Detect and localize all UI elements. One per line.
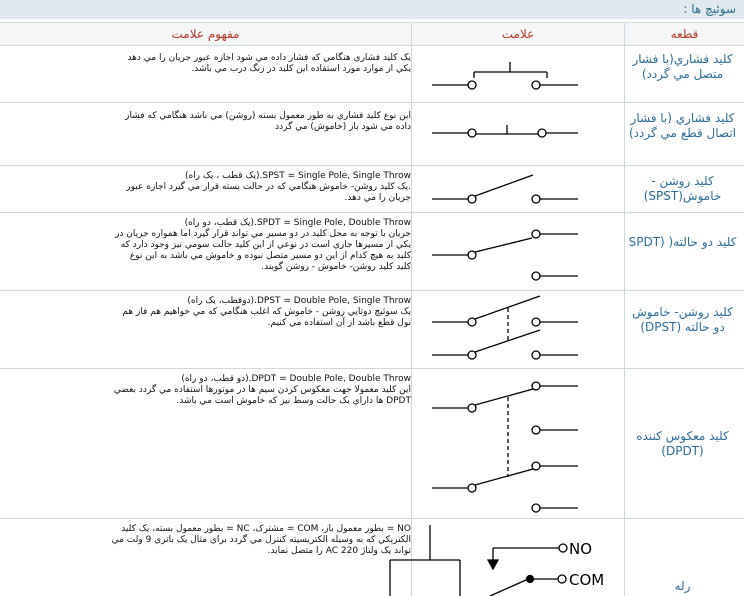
desc-line: نول قطع باشد از آن استفاده مي کنيم. <box>267 318 411 328</box>
row-part-name: كليد فشاري (با فشار اتصال قطع مي گردد) <box>629 111 736 140</box>
desc-line: DPDT ها داراي يک حالت وسط نيز که خاموش است مي باشد. <box>176 396 411 406</box>
relay-com-label: COM <box>569 571 605 589</box>
desc-line: يکي از مسيرها جاري است در نوعي از اين کليد حالت سومي نيز وجود دارد که <box>120 240 411 250</box>
row-part-name: كليد روشن- خاموش دو حالته (DPST) <box>632 305 733 334</box>
desc-line: يک سوئيچ دوتايي روشن - خاموش که اغلب هنگامي که مي خواهيم هم فاز هم <box>122 307 411 317</box>
row-part-name: كليد دو حالته( (SPDT <box>628 235 737 249</box>
section-title: سوئيچ ها : <box>0 0 744 19</box>
desc-line: داده مي شود باز (خاموش) مي گردد <box>275 122 411 132</box>
header-meaning: مفهوم علامت <box>171 27 240 41</box>
desc-line: کليد به هيچ کدام از اين دو مسير متصل نبوده و خاموش مي باشد به اين نوع <box>129 251 411 261</box>
desc-line: .يک کليد روشن- خاموش هنگامي که در حالت بسته قرار مي گيرد اجازه عبور <box>126 182 411 192</box>
row-part-name: كليد معكوس كننده (DPDT) <box>636 429 729 458</box>
header-part: قطعه <box>670 27 699 41</box>
desc-line: NO = بطور معمول باز، COM = مشترک، NC = بطور معمول بسته، يک کليد <box>121 524 411 534</box>
desc-line: جريان با توجه به محل کليد در دو مسير مي تواند قرار گيرد اما همواره جريان در <box>115 229 411 239</box>
desc-line: SPST = Single Pole, Single Throw.(يک قطب ، يک راه) <box>184 171 411 181</box>
desc-line: الکتريکي که به وسيله الکتريسيته کنترل مي گردد براي مثال يک باتري 9 ولت مي <box>111 535 411 545</box>
desc-line: اين نوع کليد فشاري به طور معمول بسته (روشن) مي باشد هنگامي که فشار <box>125 111 411 121</box>
header-symbol: علامت <box>501 27 535 41</box>
relay-no-label: NO <box>569 540 593 558</box>
desc-line: تواند يک ولتاژ 220 AC را متصل نمايد. <box>267 546 411 556</box>
desc-line: يک کليد فشاري هنگامي که فشار داده مي شود اجازه عبور جريان را مي دهد <box>127 53 411 63</box>
desc-line: کليد کليد روشن- خاموش - روشن گويند. <box>261 262 411 272</box>
desc-line: اين کليد معمولا جهت معکوس کردن سيم ها در موتورها استفاده مي گردد بعضي <box>113 385 411 395</box>
row-part-name: رله <box>674 579 691 593</box>
row-part-name: كليد فشاري(با فشار متصل مي گردد) <box>632 52 733 81</box>
desc-line: DPDT = Double Pole, Double Throw.(دو قطب، دو راه) <box>181 374 411 384</box>
desc-line: DPST = Double Pole, Single Throw.(دوقطب، يک راه) <box>187 296 411 306</box>
desc-line: يکي از موارد مورد استفاده اين کليد در زنگ درب مي باشد. <box>191 64 411 74</box>
desc-line: جريان را مي دهد. <box>344 193 411 203</box>
desc-line: SPDT = Single Pole, Double Throw.(يک قطب، دو راه) <box>184 218 411 228</box>
row-part-name: كليد روشن - خاموش(SPST) <box>643 174 722 203</box>
